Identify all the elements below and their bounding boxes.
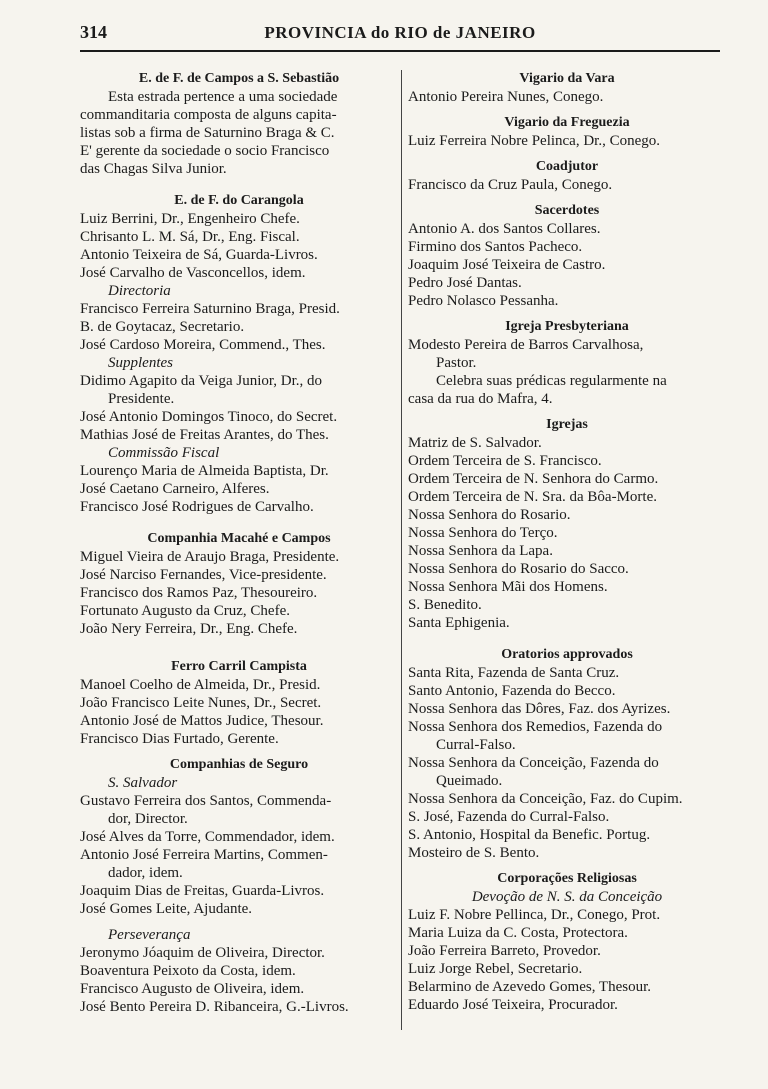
- text-line: Luiz Berrini, Dr., Engenheiro Chefe.: [80, 211, 300, 227]
- text-line: Miguel Vieira de Araujo Braga, Presidente.: [80, 549, 340, 565]
- text-line: Luiz Ferreira Nobre Pelinca, Dr., Conego.: [408, 133, 661, 149]
- text-line: Curral-Falso.: [436, 737, 516, 753]
- text-line: listas sob a firma de Saturnino Braga & C.: [80, 125, 335, 141]
- text-line: Lourenço Maria de Almeida Baptista, Dr.: [80, 463, 329, 479]
- page-number: 314: [80, 22, 107, 42]
- text-line: Nossa Senhora da Conceição, Faz. do Cupim.: [408, 791, 683, 807]
- section-title: Igrejas: [546, 417, 588, 432]
- text-line: dor, Director.: [108, 811, 188, 827]
- text-line: Matriz de S. Salvador.: [408, 435, 542, 451]
- text-line: S. Benedito.: [408, 597, 482, 613]
- text-line: Luiz F. Nobre Pellinca, Dr., Conego, Prot.: [408, 907, 661, 923]
- text-line: Ordem Terceira de S. Francisco.: [408, 453, 602, 469]
- section-title: Ferro Carril Campista: [171, 659, 307, 674]
- text-line: José Caetano Carneiro, Alferes.: [80, 481, 270, 497]
- text-line: Joaquim José Teixeira de Castro.: [408, 257, 606, 273]
- header-rule: [80, 50, 720, 52]
- text-line: Luiz Jorge Rebel, Secretario.: [408, 961, 583, 977]
- subsection-title: Perseverança: [108, 927, 191, 943]
- text-line: José Cardoso Moreira, Commend., Thes.: [80, 337, 326, 353]
- text-line: Manoel Coelho de Almeida, Dr., Presid.: [80, 677, 321, 693]
- section-title: Corporações Religiosas: [497, 871, 637, 886]
- text-line: Esta estrada pertence a uma sociedade: [108, 89, 338, 105]
- text-line: dador, idem.: [108, 865, 183, 881]
- subsection-title: Supplentes: [108, 355, 173, 371]
- text-line: Belarmino de Azevedo Gomes, Thesour.: [408, 979, 652, 995]
- text-line: Celebra suas prédicas regularmente na: [436, 373, 667, 389]
- section-title: Igreja Presbyteriana: [505, 319, 629, 334]
- text-line: José Narciso Fernandes, Vice-presidente.: [80, 567, 327, 583]
- text-line: Pedro José Dantas.: [408, 275, 522, 291]
- text-line: casa da rua do Mafra, 4.: [408, 391, 553, 407]
- subsection-title: Directoria: [108, 283, 171, 299]
- text-line: S. Antonio, Hospital da Benefic. Portug.: [408, 827, 651, 843]
- text-line: Nossa Senhora do Rosario do Sacco.: [408, 561, 629, 577]
- subsection-title: S. Salvador: [108, 775, 178, 791]
- text-line: Modesto Pereira de Barros Carvalhosa,: [408, 337, 644, 353]
- text-line: José Alves da Torre, Commendador, idem.: [80, 829, 335, 845]
- text-line: Pastor.: [436, 355, 477, 371]
- text-line: Francisco da Cruz Paula, Conego.: [408, 177, 613, 193]
- text-line: Santa Ephigenia.: [408, 615, 510, 631]
- text-line: José Gomes Leite, Ajudante.: [80, 901, 253, 917]
- left-column: [80, 70, 398, 1016]
- column-divider: [401, 70, 402, 1030]
- text-line: Maria Luiza da C. Costa, Protectora.: [408, 925, 628, 941]
- text-line: Didimo Agapito da Veiga Junior, Dr., do: [80, 373, 323, 389]
- text-line: Queimado.: [436, 773, 503, 789]
- text-line: S. José, Fazenda do Curral-Falso.: [408, 809, 610, 825]
- text-line: Nossa Senhora das Dôres, Faz. dos Ayrizes.: [408, 701, 671, 717]
- text-line: Presidente.: [108, 391, 175, 407]
- text-line: João Nery Ferreira, Dr., Eng. Chefe.: [80, 621, 298, 637]
- text-line: Nossa Senhora da Conceição, Fazenda do: [408, 755, 659, 771]
- text-line: Antonio A. dos Santos Collares.: [408, 221, 601, 237]
- text-line: Ordem Terceira de N. Sra. da Bôa-Morte.: [408, 489, 657, 505]
- text-line: Pedro Nolasco Pessanha.: [408, 293, 559, 309]
- section-title: Companhias de Seguro: [169, 757, 309, 772]
- text-line: Nossa Senhora Mãi dos Homens.: [408, 579, 608, 595]
- text-line: José Antonio Domingos Tinoco, do Secret.: [80, 409, 338, 425]
- section-title: Oratorios approvados: [501, 647, 633, 662]
- text-line: Firmino dos Santos Pacheco.: [408, 239, 583, 255]
- text-line: Jeronymo Jóaquim de Oliveira, Director.: [80, 945, 325, 961]
- section-title: Companhia Macahé e Campos: [147, 531, 331, 546]
- text-line: Mathias José de Freitas Arantes, do Thes.: [80, 427, 329, 443]
- page-header: [80, 22, 720, 46]
- section-title: Vigario da Freguezia: [504, 115, 630, 130]
- text-line: Antonio Pereira Nunes, Conego.: [408, 89, 604, 105]
- text-line: Santa Rita, Fazenda de Santa Cruz.: [408, 665, 620, 681]
- section-title: E. de F. do Carangola: [174, 193, 304, 208]
- text-line: Nossa Senhora da Lapa.: [408, 543, 553, 559]
- text-line: Mosteiro de S. Bento.: [408, 845, 540, 861]
- text-line: Nossa Senhora dos Remedios, Fazenda do: [408, 719, 663, 735]
- text-line: Nossa Senhora do Terço.: [408, 525, 558, 541]
- text-line: commanditaria composta de alguns capita-: [80, 107, 337, 123]
- text-line: das Chagas Silva Junior.: [80, 161, 227, 177]
- text-line: Antonio Teixeira de Sá, Guarda-Livros.: [80, 247, 318, 263]
- subsection-title: Devoção de N. S. da Conceição: [471, 889, 663, 905]
- running-title: PROVINCIA do RIO de JANEIRO: [264, 23, 536, 42]
- text-line: Nossa Senhora do Rosario.: [408, 507, 571, 523]
- text-line: Ordem Terceira de N. Senhora do Carmo.: [408, 471, 659, 487]
- section-title: Vigario da Vara: [519, 71, 615, 86]
- section-title: E. de F. de Campos a S. Sebastião: [138, 71, 340, 86]
- text-line: João Francisco Leite Nunes, Dr., Secret.: [80, 695, 322, 711]
- text-line: Antonio José Ferreira Martins, Commen-: [80, 847, 328, 863]
- text-line: B. de Goytacaz, Secretario.: [80, 319, 245, 335]
- text-line: Gustavo Ferreira dos Santos, Commenda-: [80, 793, 332, 809]
- text-line: José Carvalho de Vasconcellos, idem.: [80, 265, 306, 281]
- text-line: Antonio José de Mattos Judice, Thesour.: [80, 713, 324, 729]
- section-title: Sacerdotes: [534, 203, 600, 218]
- right-column: [408, 70, 726, 1014]
- text-line: Francisco dos Ramos Paz, Thesoureiro.: [80, 585, 318, 601]
- section-title: Coadjutor: [535, 159, 599, 174]
- text-line: Chrisanto L. M. Sá, Dr., Eng. Fiscal.: [80, 229, 300, 245]
- text-line: Francisco Dias Furtado, Gerente.: [80, 731, 279, 747]
- text-line: Francisco José Rodrigues de Carvalho.: [80, 499, 314, 515]
- text-line: Santo Antonio, Fazenda do Becco.: [408, 683, 616, 699]
- text-line: Boaventura Peixoto da Costa, idem.: [80, 963, 296, 979]
- text-line: Eduardo José Teixeira, Procurador.: [408, 997, 618, 1013]
- subsection-title: Commissão Fiscal: [108, 445, 220, 461]
- text-line: Joaquim Dias de Freitas, Guarda-Livros.: [80, 883, 325, 899]
- text-line: E' gerente da sociedade o socio Francisco: [80, 143, 330, 159]
- text-line: Francisco Augusto de Oliveira, idem.: [80, 981, 305, 997]
- text-line: Francisco Ferreira Saturnino Braga, Presid.: [80, 301, 340, 317]
- text-line: José Bento Pereira D. Ribanceira, G.-Livros.: [80, 999, 349, 1015]
- text-line: Fortunato Augusto da Cruz, Chefe.: [80, 603, 290, 619]
- text-line: João Ferreira Barreto, Provedor.: [408, 943, 601, 959]
